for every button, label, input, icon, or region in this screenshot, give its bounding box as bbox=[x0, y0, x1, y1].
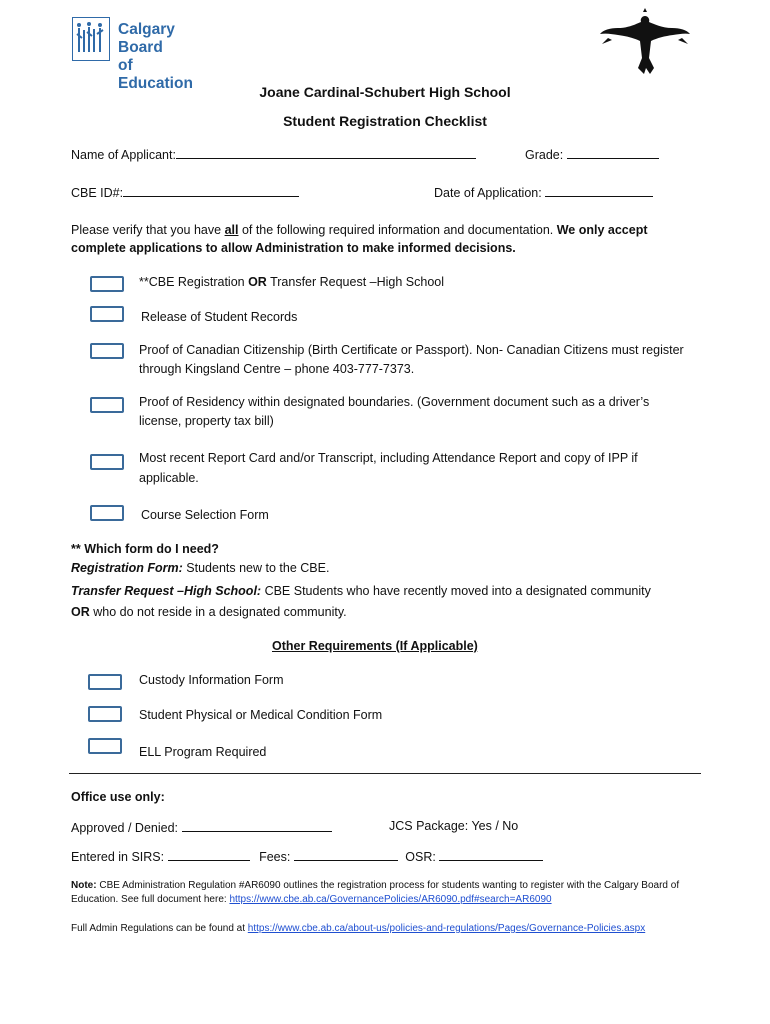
raven-emblem-icon bbox=[598, 8, 692, 76]
office-entries-row bbox=[71, 848, 543, 864]
checkbox-custody[interactable] bbox=[88, 674, 122, 690]
fees-label: Fees: bbox=[259, 850, 294, 864]
date-label: Date of Application: bbox=[434, 186, 542, 200]
registration-form-explanation: Registration Form: Students new to the CBE. bbox=[71, 561, 330, 575]
checklist-item-residency: Proof of Residency within designated boundaries. (Government document such as a driver’s license, property tax bill) bbox=[139, 395, 650, 428]
grade-label: Grade: bbox=[525, 148, 564, 162]
checkbox-registration[interactable] bbox=[90, 276, 124, 292]
ar6090-link[interactable]: https://www.cbe.ab.ca/GovernancePolicies/AR6090.pdf#search=AR6090 bbox=[229, 894, 552, 905]
cbe-logo bbox=[72, 17, 206, 92]
checklist-item-report-card: Most recent Report Card and/or Transcript, including Attendance Report and copy of IPP if applicable. bbox=[139, 451, 638, 485]
checkbox-medical[interactable] bbox=[88, 706, 122, 722]
checkbox-release-records[interactable] bbox=[90, 306, 124, 322]
checklist-item-citizenship: Proof of Canadian Citizenship (Birth Certificate or Passport). Non- Canadian Citizens must register through Kingsland Centre – phone 403-777-7373. bbox=[139, 343, 684, 376]
cbe-id-input-line[interactable] bbox=[123, 184, 299, 197]
approved-input-line[interactable] bbox=[182, 819, 332, 832]
logo-text: Calgary Board of Education bbox=[118, 21, 193, 92]
osr-label: OSR: bbox=[405, 850, 440, 864]
date-input-line[interactable] bbox=[545, 184, 653, 197]
office-use-heading: Office use only: bbox=[71, 790, 165, 804]
sirs-input-line[interactable] bbox=[168, 848, 250, 861]
school-title: Joane Cardinal-Schubert High School bbox=[259, 84, 511, 100]
cbe-id-label: CBE ID#: bbox=[71, 186, 124, 200]
cbe-logo-icon bbox=[72, 17, 110, 61]
other-item-ell: ELL Program Required bbox=[139, 745, 267, 759]
approved-field[interactable]: Approved / Denied: bbox=[71, 819, 332, 835]
checkbox-residency[interactable] bbox=[90, 397, 124, 413]
date-field[interactable] bbox=[434, 184, 653, 200]
transfer-request-explanation: Transfer Request –High School: CBE Students who have recently moved into a designated community OR who do not reside in a designated community. bbox=[71, 584, 651, 619]
other-requirements-heading: Other Requirements (If Applicable) bbox=[272, 639, 478, 653]
cbe-id-field[interactable] bbox=[71, 184, 299, 200]
fees-input-line[interactable] bbox=[294, 848, 398, 861]
name-input-line[interactable] bbox=[176, 146, 476, 159]
checkbox-report-card[interactable] bbox=[90, 454, 124, 470]
jcs-package-label: JCS Package: Yes / No bbox=[389, 819, 519, 833]
osr-input-line[interactable] bbox=[439, 848, 543, 861]
which-form-heading: ** Which form do I need? bbox=[71, 542, 219, 556]
full-regulations-text: Full Admin Regulations can be found at https://www.cbe.ab.ca/about-us/policies-and-regulations/Pages/Governance-Policies.aspx bbox=[71, 923, 646, 934]
form-title: Student Registration Checklist bbox=[283, 113, 487, 129]
grade-field[interactable] bbox=[525, 146, 659, 162]
checklist-item-course-selection: Course Selection Form bbox=[141, 508, 269, 522]
governance-policies-link[interactable]: https://www.cbe.ab.ca/about-us/policies-and-regulations/Pages/Governance-Policies.aspx bbox=[247, 923, 646, 934]
checkbox-citizenship[interactable] bbox=[90, 343, 124, 359]
sirs-label: Entered in SIRS: bbox=[71, 850, 168, 864]
other-item-medical: Student Physical or Medical Condition Form bbox=[139, 708, 383, 722]
note-text: Note: CBE Administration Regulation #AR6090 outlines the registration process for students wanting to register with the Calgary Board of Education. See full document here: https://www.cbe.ab.ca/GovernancePolicies/AR6090.pdf#search=AR6090 bbox=[71, 880, 680, 905]
checkbox-course-selection[interactable] bbox=[90, 505, 124, 521]
checkbox-ell[interactable] bbox=[88, 738, 122, 754]
name-label: Name of Applicant: bbox=[71, 148, 176, 162]
grade-input-line[interactable] bbox=[567, 146, 659, 159]
name-field[interactable] bbox=[71, 146, 476, 162]
other-item-custody: Custody Information Form bbox=[139, 673, 284, 687]
checklist-item-release-records: Release of Student Records bbox=[141, 310, 298, 324]
section-divider bbox=[69, 773, 701, 774]
instructions: Please verify that you have all of the following required information and documentation. We only accept complete applications to allow Administration to make informed decisions. bbox=[71, 223, 648, 255]
checklist-item-registration: **CBE Registration OR Transfer Request –High School bbox=[139, 275, 445, 289]
